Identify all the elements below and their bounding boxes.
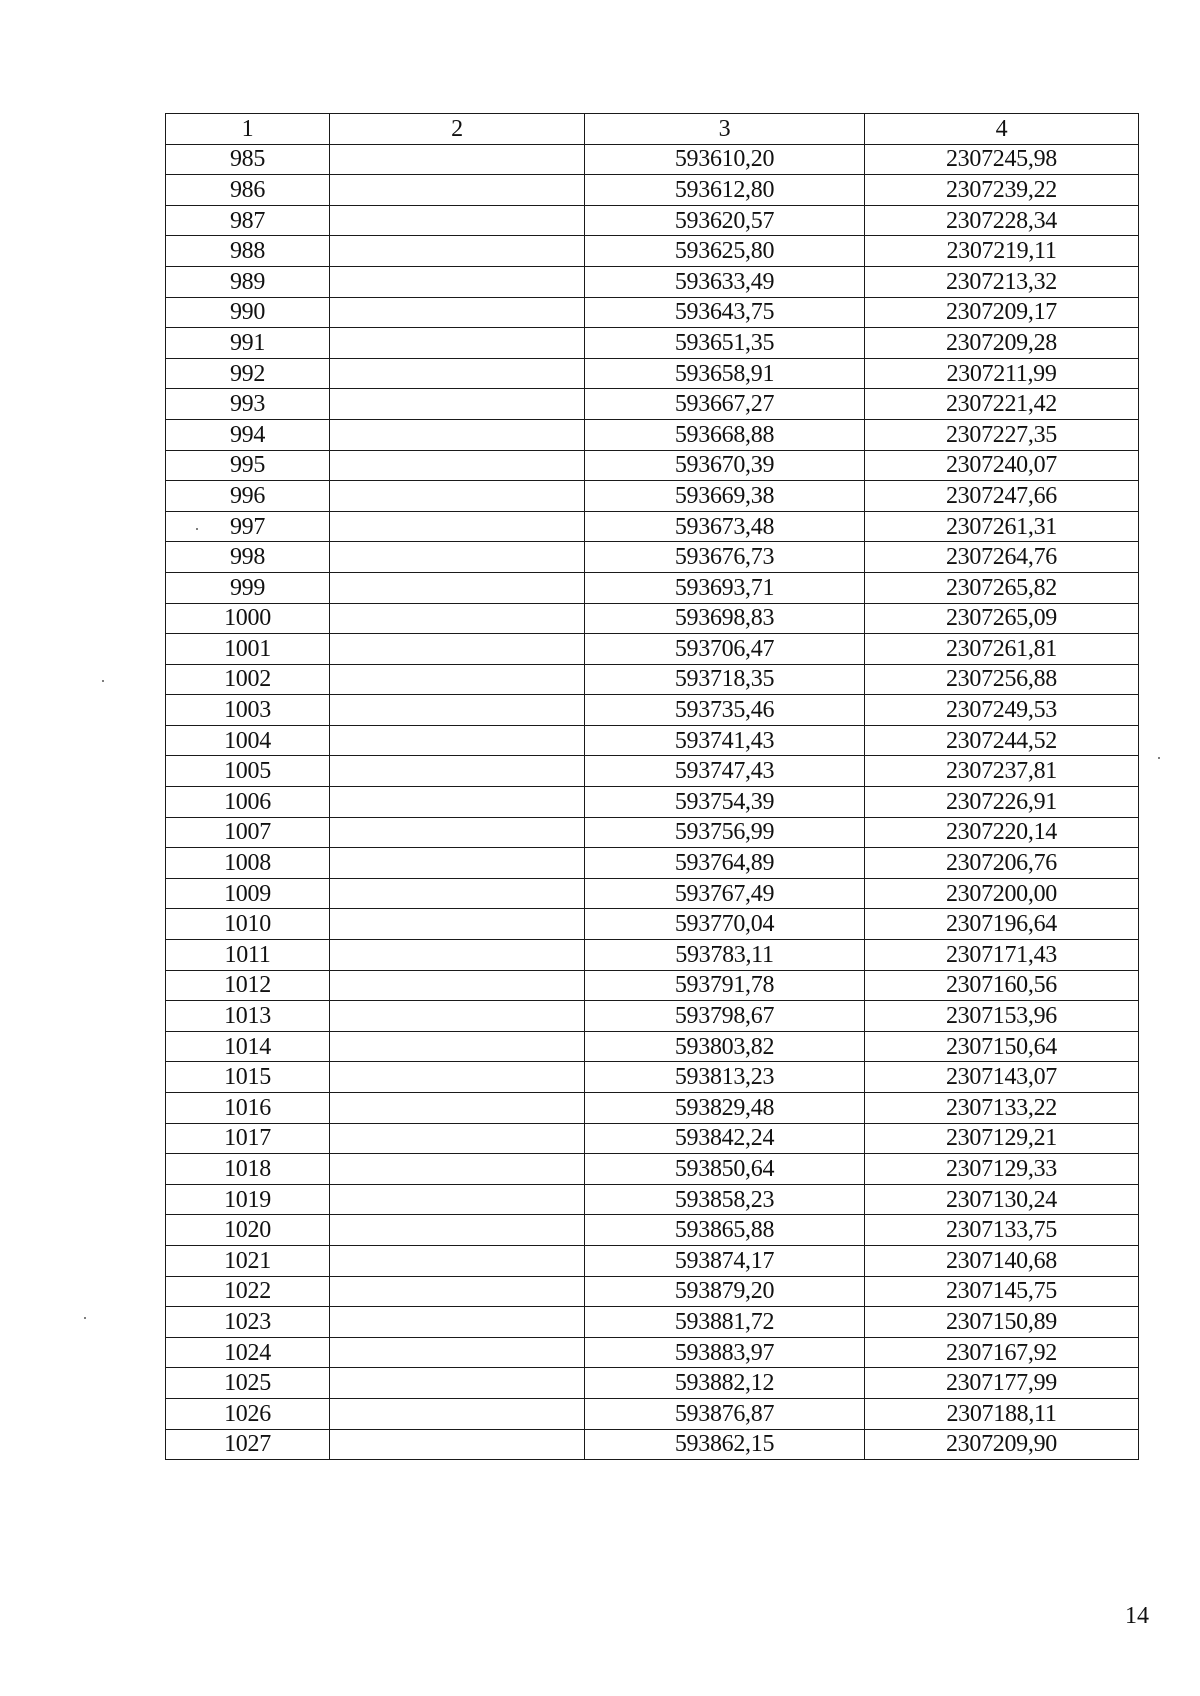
table-cell: 593865,88 — [585, 1215, 865, 1246]
table-cell — [330, 328, 585, 359]
table-cell: 593783,11 — [585, 940, 865, 971]
table-cell: 593718,35 — [585, 664, 865, 695]
table-cell: 593668,88 — [585, 419, 865, 450]
table-row — [166, 297, 1139, 328]
table-cell: 2307221,42 — [865, 389, 1139, 420]
table-cell: 988 — [166, 236, 330, 267]
table-cell: 2307133,75 — [865, 1215, 1139, 1246]
table-cell: 593643,75 — [585, 297, 865, 328]
table-cell: 1021 — [166, 1245, 330, 1276]
table-cell: 593754,39 — [585, 787, 865, 818]
header-cell: 1 — [166, 114, 330, 145]
table-cell: 593669,38 — [585, 481, 865, 512]
table-row — [166, 1307, 1139, 1338]
table-cell: 993 — [166, 389, 330, 420]
table-cell: 2307129,33 — [865, 1154, 1139, 1185]
table-cell: 593735,46 — [585, 695, 865, 726]
table-cell — [330, 970, 585, 1001]
table-cell: 593813,23 — [585, 1062, 865, 1093]
header-cell: 4 — [865, 114, 1139, 145]
table-cell: 986 — [166, 175, 330, 206]
table-cell: 995 — [166, 450, 330, 481]
table-cell: 593693,71 — [585, 572, 865, 603]
table-cell — [330, 1307, 585, 1338]
table-cell — [330, 1093, 585, 1124]
table-cell: 2307196,64 — [865, 909, 1139, 940]
table-cell — [330, 481, 585, 512]
table-row — [166, 1093, 1139, 1124]
table-cell — [330, 634, 585, 665]
table-cell: 2307219,11 — [865, 236, 1139, 267]
table-cell — [330, 1337, 585, 1368]
table-cell — [330, 266, 585, 297]
table-cell: 2307211,99 — [865, 358, 1139, 389]
table-cell: 593633,49 — [585, 266, 865, 297]
table-cell: 1012 — [166, 970, 330, 1001]
table-row — [166, 848, 1139, 879]
table-cell: 1004 — [166, 725, 330, 756]
table-cell: 1024 — [166, 1337, 330, 1368]
table-cell: 1001 — [166, 634, 330, 665]
table-cell: 593747,43 — [585, 756, 865, 787]
table-row — [166, 1398, 1139, 1429]
table-cell: 1006 — [166, 787, 330, 818]
table-cell: 593698,83 — [585, 603, 865, 634]
table-cell: 996 — [166, 481, 330, 512]
table-cell: 1023 — [166, 1307, 330, 1338]
table-cell — [330, 389, 585, 420]
table-cell: 2307177,99 — [865, 1368, 1139, 1399]
table-cell: 999 — [166, 572, 330, 603]
table-cell: 593651,35 — [585, 328, 865, 359]
table-cell: 2307261,31 — [865, 511, 1139, 542]
table-row — [166, 1337, 1139, 1368]
table-row — [166, 1429, 1139, 1460]
header-cell: 2 — [330, 114, 585, 145]
table-cell: 2307256,88 — [865, 664, 1139, 695]
table-cell: 2307140,68 — [865, 1245, 1139, 1276]
table-row — [166, 725, 1139, 756]
table-row — [166, 511, 1139, 542]
table-cell: 593858,23 — [585, 1184, 865, 1215]
table-cell — [330, 1276, 585, 1307]
table-row — [166, 1276, 1139, 1307]
table-cell: 2307226,91 — [865, 787, 1139, 818]
table-row — [166, 940, 1139, 971]
table-row — [166, 634, 1139, 665]
table-cell: 2307261,81 — [865, 634, 1139, 665]
table-cell: 1010 — [166, 909, 330, 940]
table-cell: 2307227,35 — [865, 419, 1139, 450]
table-cell: 593829,48 — [585, 1093, 865, 1124]
table-row — [166, 358, 1139, 389]
table-row — [166, 970, 1139, 1001]
table-row — [166, 419, 1139, 450]
table-cell: 2307265,09 — [865, 603, 1139, 634]
table-cell: 593767,49 — [585, 878, 865, 909]
table-cell — [330, 175, 585, 206]
table-row — [166, 1062, 1139, 1093]
table-cell — [330, 144, 585, 175]
table-cell: 994 — [166, 419, 330, 450]
table-row — [166, 1215, 1139, 1246]
table-cell: 1013 — [166, 1001, 330, 1032]
table-cell: 2307244,52 — [865, 725, 1139, 756]
table-cell — [330, 1215, 585, 1246]
table-cell — [330, 695, 585, 726]
table-cell — [330, 572, 585, 603]
table-cell: 1015 — [166, 1062, 330, 1093]
table-cell: 1000 — [166, 603, 330, 634]
table-cell: 1005 — [166, 756, 330, 787]
table-cell — [330, 297, 585, 328]
table-cell: 1008 — [166, 848, 330, 879]
table-cell: 1027 — [166, 1429, 330, 1460]
table-row — [166, 1001, 1139, 1032]
table-cell: 593876,87 — [585, 1398, 865, 1429]
table-cell — [330, 1031, 585, 1062]
table-row — [166, 1245, 1139, 1276]
table-cell: 593764,89 — [585, 848, 865, 879]
table-cell — [330, 725, 585, 756]
table-cell: 1026 — [166, 1398, 330, 1429]
table-cell: 593625,80 — [585, 236, 865, 267]
table-cell: 1019 — [166, 1184, 330, 1215]
table-cell: 593670,39 — [585, 450, 865, 481]
table-cell: 593741,43 — [585, 725, 865, 756]
table-row — [166, 572, 1139, 603]
table-cell — [330, 419, 585, 450]
table-cell: 593791,78 — [585, 970, 865, 1001]
table-cell: 1016 — [166, 1093, 330, 1124]
table-cell: 593610,20 — [585, 144, 865, 175]
table-row — [166, 817, 1139, 848]
table-cell — [330, 1154, 585, 1185]
table-cell: 1025 — [166, 1368, 330, 1399]
table-cell: 593874,17 — [585, 1245, 865, 1276]
table-cell: 2307264,76 — [865, 542, 1139, 573]
table-cell — [330, 1398, 585, 1429]
table-row — [166, 450, 1139, 481]
table-cell: 1007 — [166, 817, 330, 848]
table-cell: 1018 — [166, 1154, 330, 1185]
table-cell: 2307206,76 — [865, 848, 1139, 879]
table-cell: 593658,91 — [585, 358, 865, 389]
table-cell — [330, 909, 585, 940]
table-cell: 593612,80 — [585, 175, 865, 206]
table-cell — [330, 940, 585, 971]
scan-speck — [196, 528, 198, 530]
table-cell: 593879,20 — [585, 1276, 865, 1307]
header-cell: 3 — [585, 114, 865, 145]
page-number: 14 — [1125, 1603, 1149, 1629]
table-cell — [330, 603, 585, 634]
table-cell: 593706,47 — [585, 634, 865, 665]
table-cell: 2307129,21 — [865, 1123, 1139, 1154]
table-cell: 593673,48 — [585, 511, 865, 542]
table-cell: 985 — [166, 144, 330, 175]
table-cell: 1014 — [166, 1031, 330, 1062]
table-cell — [330, 756, 585, 787]
table-cell: 1003 — [166, 695, 330, 726]
table-cell: 593756,99 — [585, 817, 865, 848]
table-cell — [330, 1062, 585, 1093]
table-cell — [330, 878, 585, 909]
table-cell: 593676,73 — [585, 542, 865, 573]
table-row — [166, 664, 1139, 695]
table-row — [166, 144, 1139, 175]
table-row — [166, 1368, 1139, 1399]
table-cell: 2307200,00 — [865, 878, 1139, 909]
table-row — [166, 175, 1139, 206]
table-cell: 2307245,98 — [865, 144, 1139, 175]
table-cell — [330, 511, 585, 542]
table-cell: 997 — [166, 511, 330, 542]
table-cell: 1020 — [166, 1215, 330, 1246]
table-cell: 2307249,53 — [865, 695, 1139, 726]
table-row — [166, 266, 1139, 297]
table-cell: 1009 — [166, 878, 330, 909]
table-cell: 2307239,22 — [865, 175, 1139, 206]
table-cell — [330, 205, 585, 236]
table-cell: 987 — [166, 205, 330, 236]
table-cell: 2307143,07 — [865, 1062, 1139, 1093]
table-cell: 991 — [166, 328, 330, 359]
table-row — [166, 909, 1139, 940]
table-row — [166, 542, 1139, 573]
table-cell: 2307145,75 — [865, 1276, 1139, 1307]
table-row — [166, 695, 1139, 726]
table-cell: 2307160,56 — [865, 970, 1139, 1001]
table-cell — [330, 358, 585, 389]
table-cell: 2307153,96 — [865, 1001, 1139, 1032]
table-row — [166, 1031, 1139, 1062]
table-cell: 593803,82 — [585, 1031, 865, 1062]
table-body — [166, 114, 1139, 1460]
table-cell — [330, 664, 585, 695]
table-cell: 989 — [166, 266, 330, 297]
table-cell: 2307240,07 — [865, 450, 1139, 481]
table-row — [166, 481, 1139, 512]
table-cell — [330, 1001, 585, 1032]
table-cell: 2307220,14 — [865, 817, 1139, 848]
table-row — [166, 389, 1139, 420]
table-cell: 2307133,22 — [865, 1093, 1139, 1124]
table-cell: 593620,57 — [585, 205, 865, 236]
table-cell — [330, 1184, 585, 1215]
table-row — [166, 787, 1139, 818]
table-cell: 990 — [166, 297, 330, 328]
table-row — [166, 1154, 1139, 1185]
table-cell: 1022 — [166, 1276, 330, 1307]
table-cell: 2307237,81 — [865, 756, 1139, 787]
table-cell — [330, 787, 585, 818]
table-cell: 2307228,34 — [865, 205, 1139, 236]
table-cell: 593862,15 — [585, 1429, 865, 1460]
table-row — [166, 328, 1139, 359]
table-header-row — [166, 114, 1139, 145]
table-cell — [330, 848, 585, 879]
coordinates-table — [165, 113, 1139, 1460]
table-cell: 2307150,89 — [865, 1307, 1139, 1338]
table-cell: 2307247,66 — [865, 481, 1139, 512]
table-cell: 593667,27 — [585, 389, 865, 420]
table-cell: 593798,67 — [585, 1001, 865, 1032]
table-cell: 2307213,32 — [865, 266, 1139, 297]
scan-speck — [84, 1317, 86, 1319]
table-cell: 2307167,92 — [865, 1337, 1139, 1368]
table-cell: 2307150,64 — [865, 1031, 1139, 1062]
table-cell — [330, 1245, 585, 1276]
table-cell: 1002 — [166, 664, 330, 695]
table-cell: 593770,04 — [585, 909, 865, 940]
table-cell: 992 — [166, 358, 330, 389]
table-row — [166, 205, 1139, 236]
table-cell: 2307171,43 — [865, 940, 1139, 971]
scan-speck — [102, 680, 104, 682]
table-cell: 1017 — [166, 1123, 330, 1154]
table-cell — [330, 1123, 585, 1154]
table-cell: 2307209,90 — [865, 1429, 1139, 1460]
table-row — [166, 756, 1139, 787]
table-cell — [330, 1368, 585, 1399]
table-cell: 593881,72 — [585, 1307, 865, 1338]
table-cell — [330, 1429, 585, 1460]
table-cell — [330, 817, 585, 848]
table-cell: 1011 — [166, 940, 330, 971]
table-cell: 593882,12 — [585, 1368, 865, 1399]
table-cell: 2307188,11 — [865, 1398, 1139, 1429]
table-cell: 593883,97 — [585, 1337, 865, 1368]
table-row — [166, 236, 1139, 267]
table-cell — [330, 450, 585, 481]
table-cell: 2307209,28 — [865, 328, 1139, 359]
table-cell: 593842,24 — [585, 1123, 865, 1154]
table-row — [166, 1184, 1139, 1215]
table-cell: 2307130,24 — [865, 1184, 1139, 1215]
table-cell: 998 — [166, 542, 330, 573]
table-cell — [330, 542, 585, 573]
table-cell: 2307265,82 — [865, 572, 1139, 603]
table-cell — [330, 236, 585, 267]
table-cell: 593850,64 — [585, 1154, 865, 1185]
table-row — [166, 878, 1139, 909]
scan-speck — [1158, 757, 1160, 759]
table-row — [166, 1123, 1139, 1154]
table-row — [166, 603, 1139, 634]
table-cell: 2307209,17 — [865, 297, 1139, 328]
